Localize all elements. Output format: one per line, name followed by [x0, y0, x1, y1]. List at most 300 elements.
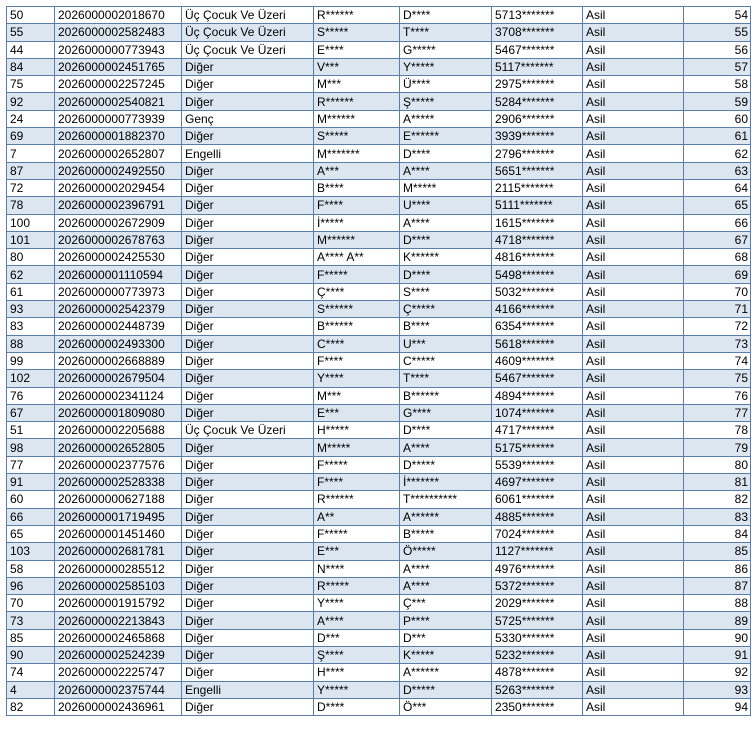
order-number-cell: 91 [684, 646, 751, 663]
id-number-cell: 5117******* [492, 58, 583, 75]
application-number-cell: 2026000002668889 [55, 352, 182, 369]
result-cell: Asil [583, 491, 684, 508]
surname-cell: A**** [400, 214, 492, 231]
table-row [7, 491, 751, 508]
surname-cell: Ç***** [400, 301, 492, 318]
name-cell: Y**** [314, 595, 400, 612]
category-cell: Üç Çocuk Ve Üzeri [182, 7, 314, 24]
category-cell: Üç Çocuk Ve Üzeri [182, 422, 314, 439]
id-number-cell: 2796******* [492, 145, 583, 162]
draw-number-cell: 96 [7, 577, 55, 594]
id-number-cell: 5232******* [492, 646, 583, 663]
table-body [7, 7, 751, 716]
draw-number-cell: 24 [7, 110, 55, 127]
application-number-cell: 2026000001719495 [55, 508, 182, 525]
surname-cell: U*** [400, 335, 492, 352]
table-row [7, 543, 751, 560]
result-cell: Asil [583, 197, 684, 214]
application-number-cell: 2026000002341124 [55, 387, 182, 404]
result-cell: Asil [583, 249, 684, 266]
table-row [7, 404, 751, 421]
surname-cell: İ******* [400, 474, 492, 491]
table-row [7, 681, 751, 698]
order-number-cell: 62 [684, 145, 751, 162]
application-number-cell: 2026000002225747 [55, 664, 182, 681]
draw-number-cell: 84 [7, 58, 55, 75]
category-cell: Genç [182, 110, 314, 127]
result-cell: Asil [583, 301, 684, 318]
category-cell: Diğer [182, 491, 314, 508]
application-number-cell: 2026000002672909 [55, 214, 182, 231]
surname-cell: Ü**** [400, 76, 492, 93]
id-number-cell: 6354******* [492, 318, 583, 335]
order-number-cell: 84 [684, 525, 751, 542]
category-cell: Diğer [182, 335, 314, 352]
category-cell: Diğer [182, 231, 314, 248]
application-number-cell: 2026000001915792 [55, 595, 182, 612]
table-row [7, 456, 751, 473]
category-cell: Diğer [182, 76, 314, 93]
draw-number-cell: 44 [7, 41, 55, 58]
application-number-cell: 2026000001809080 [55, 404, 182, 421]
id-number-cell: 4816******* [492, 249, 583, 266]
id-number-cell: 5263******* [492, 681, 583, 698]
draw-number-cell: 91 [7, 474, 55, 491]
draw-number-cell: 73 [7, 612, 55, 629]
id-number-cell: 4878******* [492, 664, 583, 681]
id-number-cell: 1615******* [492, 214, 583, 231]
draw-number-cell: 69 [7, 128, 55, 145]
surname-cell: T**** [400, 370, 492, 387]
surname-cell: D***** [400, 681, 492, 698]
id-number-cell: 5651******* [492, 162, 583, 179]
application-number-cell: 2026000002679504 [55, 370, 182, 387]
draw-number-cell: 67 [7, 404, 55, 421]
table-row [7, 249, 751, 266]
table-row [7, 145, 751, 162]
table-row [7, 301, 751, 318]
result-cell: Asil [583, 41, 684, 58]
draw-number-cell: 55 [7, 24, 55, 41]
name-cell: Ç**** [314, 283, 400, 300]
surname-cell: K****** [400, 249, 492, 266]
surname-cell: D**** [400, 7, 492, 24]
application-number-cell: 2026000000627188 [55, 491, 182, 508]
order-number-cell: 61 [684, 128, 751, 145]
draw-number-cell: 70 [7, 595, 55, 612]
draw-number-cell: 72 [7, 179, 55, 196]
application-number-cell: 2026000002652807 [55, 145, 182, 162]
draw-number-cell: 80 [7, 249, 55, 266]
application-number-cell: 2026000001110594 [55, 266, 182, 283]
id-number-cell: 3939******* [492, 128, 583, 145]
application-number-cell: 2026000000773973 [55, 283, 182, 300]
table-row [7, 629, 751, 646]
surname-cell: A**** [400, 577, 492, 594]
category-cell: Diğer [182, 646, 314, 663]
category-cell: Diğer [182, 162, 314, 179]
name-cell: Y***** [314, 681, 400, 698]
category-cell: Diğer [182, 352, 314, 369]
id-number-cell: 4894******* [492, 387, 583, 404]
name-cell: M******* [314, 145, 400, 162]
draw-number-cell: 60 [7, 491, 55, 508]
name-cell: A*** [314, 162, 400, 179]
order-number-cell: 90 [684, 629, 751, 646]
draw-number-cell: 85 [7, 629, 55, 646]
name-cell: Ş**** [314, 646, 400, 663]
id-number-cell: 4976******* [492, 560, 583, 577]
surname-cell: D**** [400, 231, 492, 248]
category-cell: Diğer [182, 664, 314, 681]
category-cell: Diğer [182, 456, 314, 473]
id-number-cell: 5467******* [492, 370, 583, 387]
result-cell: Asil [583, 629, 684, 646]
name-cell: R***** [314, 577, 400, 594]
name-cell: S***** [314, 128, 400, 145]
order-number-cell: 64 [684, 179, 751, 196]
application-number-cell: 2026000002018670 [55, 7, 182, 24]
id-number-cell: 3708******* [492, 24, 583, 41]
surname-cell: Ö***** [400, 543, 492, 560]
category-cell: Diğer [182, 301, 314, 318]
order-number-cell: 54 [684, 7, 751, 24]
order-number-cell: 55 [684, 24, 751, 41]
result-cell: Asil [583, 7, 684, 24]
category-cell: Diğer [182, 474, 314, 491]
application-number-cell: 2026000000773939 [55, 110, 182, 127]
order-number-cell: 87 [684, 577, 751, 594]
category-cell: Engelli [182, 681, 314, 698]
category-cell: Diğer [182, 318, 314, 335]
order-number-cell: 82 [684, 491, 751, 508]
table-row [7, 335, 751, 352]
table-row [7, 698, 751, 715]
draw-number-cell: 99 [7, 352, 55, 369]
draw-number-cell: 51 [7, 422, 55, 439]
category-cell: Diğer [182, 508, 314, 525]
application-number-cell: 2026000002652805 [55, 439, 182, 456]
application-number-cell: 2026000002681781 [55, 543, 182, 560]
surname-cell: K***** [400, 646, 492, 663]
order-number-cell: 74 [684, 352, 751, 369]
name-cell: A**** A** [314, 249, 400, 266]
table-row [7, 76, 751, 93]
name-cell: A** [314, 508, 400, 525]
table-row [7, 664, 751, 681]
order-number-cell: 93 [684, 681, 751, 698]
result-cell: Asil [583, 352, 684, 369]
table-row [7, 560, 751, 577]
id-number-cell: 7024******* [492, 525, 583, 542]
id-number-cell: 1127******* [492, 543, 583, 560]
id-number-cell: 4885******* [492, 508, 583, 525]
table-row [7, 7, 751, 24]
table-row [7, 646, 751, 663]
order-number-cell: 69 [684, 266, 751, 283]
order-number-cell: 72 [684, 318, 751, 335]
id-number-cell: 5498******* [492, 266, 583, 283]
table-row [7, 214, 751, 231]
application-number-cell: 2026000002213843 [55, 612, 182, 629]
category-cell: Diğer [182, 249, 314, 266]
application-number-cell: 2026000002436961 [55, 698, 182, 715]
id-number-cell: 2350******* [492, 698, 583, 715]
table-row [7, 179, 751, 196]
name-cell: B**** [314, 179, 400, 196]
draw-number-cell: 74 [7, 664, 55, 681]
category-cell: Diğer [182, 283, 314, 300]
surname-cell: Y***** [400, 58, 492, 75]
order-number-cell: 58 [684, 76, 751, 93]
order-number-cell: 80 [684, 456, 751, 473]
id-number-cell: 5284******* [492, 93, 583, 110]
name-cell: Y**** [314, 370, 400, 387]
category-cell: Diğer [182, 560, 314, 577]
name-cell: M*** [314, 76, 400, 93]
id-number-cell: 4717******* [492, 422, 583, 439]
name-cell: E*** [314, 543, 400, 560]
category-cell: Diğer [182, 543, 314, 560]
name-cell: D**** [314, 698, 400, 715]
result-cell: Asil [583, 318, 684, 335]
result-cell: Asil [583, 370, 684, 387]
application-number-cell: 2026000002451765 [55, 58, 182, 75]
result-cell: Asil [583, 698, 684, 715]
draw-number-cell: 87 [7, 162, 55, 179]
result-cell: Asil [583, 58, 684, 75]
table-row [7, 231, 751, 248]
order-number-cell: 60 [684, 110, 751, 127]
surname-cell: A***** [400, 110, 492, 127]
application-number-cell: 2026000002375744 [55, 681, 182, 698]
category-cell: Diğer [182, 525, 314, 542]
name-cell: A**** [314, 612, 400, 629]
result-cell: Asil [583, 543, 684, 560]
surname-cell: D**** [400, 422, 492, 439]
name-cell: D*** [314, 629, 400, 646]
id-number-cell: 5618******* [492, 335, 583, 352]
result-cell: Asil [583, 456, 684, 473]
name-cell: R****** [314, 491, 400, 508]
result-cell: Asil [583, 231, 684, 248]
name-cell: E*** [314, 404, 400, 421]
name-cell: V*** [314, 58, 400, 75]
surname-cell: P**** [400, 612, 492, 629]
draw-number-cell: 92 [7, 93, 55, 110]
application-number-cell: 2026000002396791 [55, 197, 182, 214]
table-row [7, 283, 751, 300]
order-number-cell: 59 [684, 93, 751, 110]
table-row [7, 612, 751, 629]
draw-number-cell: 100 [7, 214, 55, 231]
application-number-cell: 2026000002205688 [55, 422, 182, 439]
surname-cell: G**** [400, 404, 492, 421]
name-cell: M****** [314, 110, 400, 127]
result-cell: Asil [583, 214, 684, 231]
order-number-cell: 63 [684, 162, 751, 179]
category-cell: Diğer [182, 266, 314, 283]
result-cell: Asil [583, 595, 684, 612]
surname-cell: S**** [400, 283, 492, 300]
result-cell: Asil [583, 266, 684, 283]
order-number-cell: 75 [684, 370, 751, 387]
table-row [7, 474, 751, 491]
table-row [7, 370, 751, 387]
result-cell: Asil [583, 560, 684, 577]
order-number-cell: 57 [684, 58, 751, 75]
draw-number-cell: 98 [7, 439, 55, 456]
table-row [7, 266, 751, 283]
result-cell: Asil [583, 646, 684, 663]
application-number-cell: 2026000002425530 [55, 249, 182, 266]
name-cell: H**** [314, 664, 400, 681]
order-number-cell: 78 [684, 422, 751, 439]
category-cell: Diğer [182, 58, 314, 75]
order-number-cell: 81 [684, 474, 751, 491]
application-number-cell: 2026000001882370 [55, 128, 182, 145]
table-row [7, 110, 751, 127]
draw-number-cell: 77 [7, 456, 55, 473]
draw-number-cell: 82 [7, 698, 55, 715]
result-cell: Asil [583, 439, 684, 456]
id-number-cell: 4609******* [492, 352, 583, 369]
draw-number-cell: 66 [7, 508, 55, 525]
category-cell: Üç Çocuk Ve Üzeri [182, 41, 314, 58]
order-number-cell: 89 [684, 612, 751, 629]
category-cell: Üç Çocuk Ve Üzeri [182, 24, 314, 41]
draw-number-cell: 93 [7, 301, 55, 318]
surname-cell: B**** [400, 318, 492, 335]
name-cell: H***** [314, 422, 400, 439]
draw-number-cell: 102 [7, 370, 55, 387]
name-cell: İ***** [314, 214, 400, 231]
order-number-cell: 66 [684, 214, 751, 231]
application-number-cell: 2026000002493300 [55, 335, 182, 352]
order-number-cell: 79 [684, 439, 751, 456]
name-cell: F***** [314, 266, 400, 283]
result-cell: Asil [583, 474, 684, 491]
table-row [7, 162, 751, 179]
draw-number-cell: 101 [7, 231, 55, 248]
table-row [7, 24, 751, 41]
name-cell: F**** [314, 197, 400, 214]
table-row [7, 41, 751, 58]
name-cell: F**** [314, 352, 400, 369]
order-number-cell: 85 [684, 543, 751, 560]
draw-number-cell: 103 [7, 543, 55, 560]
application-number-cell: 2026000002492550 [55, 162, 182, 179]
result-cell: Asil [583, 145, 684, 162]
id-number-cell: 4697******* [492, 474, 583, 491]
category-cell: Engelli [182, 145, 314, 162]
draw-number-cell: 61 [7, 283, 55, 300]
result-cell: Asil [583, 577, 684, 594]
application-number-cell: 2026000002582483 [55, 24, 182, 41]
surname-cell: B****** [400, 387, 492, 404]
order-number-cell: 76 [684, 387, 751, 404]
result-cell: Asil [583, 404, 684, 421]
id-number-cell: 5539******* [492, 456, 583, 473]
result-cell: Asil [583, 387, 684, 404]
draw-number-cell: 58 [7, 560, 55, 577]
surname-cell: D***** [400, 456, 492, 473]
id-number-cell: 4718******* [492, 231, 583, 248]
order-number-cell: 71 [684, 301, 751, 318]
result-cell: Asil [583, 422, 684, 439]
surname-cell: B***** [400, 525, 492, 542]
table-row [7, 595, 751, 612]
category-cell: Diğer [182, 370, 314, 387]
category-cell: Diğer [182, 128, 314, 145]
table-row [7, 318, 751, 335]
application-number-cell: 2026000002585103 [55, 577, 182, 594]
surname-cell: C***** [400, 352, 492, 369]
name-cell: M*** [314, 387, 400, 404]
application-number-cell: 2026000002540821 [55, 93, 182, 110]
draw-number-cell: 62 [7, 266, 55, 283]
result-cell: Asil [583, 525, 684, 542]
surname-cell: A**** [400, 162, 492, 179]
result-cell: Asil [583, 179, 684, 196]
draw-number-cell: 7 [7, 145, 55, 162]
result-cell: Asil [583, 93, 684, 110]
name-cell: R****** [314, 7, 400, 24]
surname-cell: A**** [400, 560, 492, 577]
surname-cell: D**** [400, 266, 492, 283]
result-cell: Asil [583, 681, 684, 698]
draw-number-cell: 75 [7, 76, 55, 93]
category-cell: Diğer [182, 93, 314, 110]
surname-cell: Ç*** [400, 595, 492, 612]
order-number-cell: 83 [684, 508, 751, 525]
application-number-cell: 2026000002528338 [55, 474, 182, 491]
surname-cell: U**** [400, 197, 492, 214]
id-number-cell: 2029******* [492, 595, 583, 612]
name-cell: B****** [314, 318, 400, 335]
category-cell: Diğer [182, 179, 314, 196]
id-number-cell: 5111******* [492, 197, 583, 214]
id-number-cell: 5725******* [492, 612, 583, 629]
draw-number-cell: 78 [7, 197, 55, 214]
name-cell: R****** [314, 93, 400, 110]
surname-cell: T********** [400, 491, 492, 508]
name-cell: N**** [314, 560, 400, 577]
category-cell: Diğer [182, 387, 314, 404]
application-number-cell: 2026000000773943 [55, 41, 182, 58]
surname-cell: A****** [400, 508, 492, 525]
table-row [7, 439, 751, 456]
result-cell: Asil [583, 283, 684, 300]
order-number-cell: 77 [684, 404, 751, 421]
application-number-cell: 2026000000285512 [55, 560, 182, 577]
name-cell: F***** [314, 456, 400, 473]
order-number-cell: 94 [684, 698, 751, 715]
id-number-cell: 5467******* [492, 41, 583, 58]
table-row [7, 352, 751, 369]
id-number-cell: 5372******* [492, 577, 583, 594]
application-number-cell: 2026000002257245 [55, 76, 182, 93]
id-number-cell: 2975******* [492, 76, 583, 93]
draw-number-cell: 90 [7, 646, 55, 663]
draw-number-cell: 65 [7, 525, 55, 542]
results-table [6, 6, 751, 716]
surname-cell: E****** [400, 128, 492, 145]
table-row [7, 58, 751, 75]
surname-cell: T**** [400, 24, 492, 41]
category-cell: Diğer [182, 629, 314, 646]
order-number-cell: 92 [684, 664, 751, 681]
